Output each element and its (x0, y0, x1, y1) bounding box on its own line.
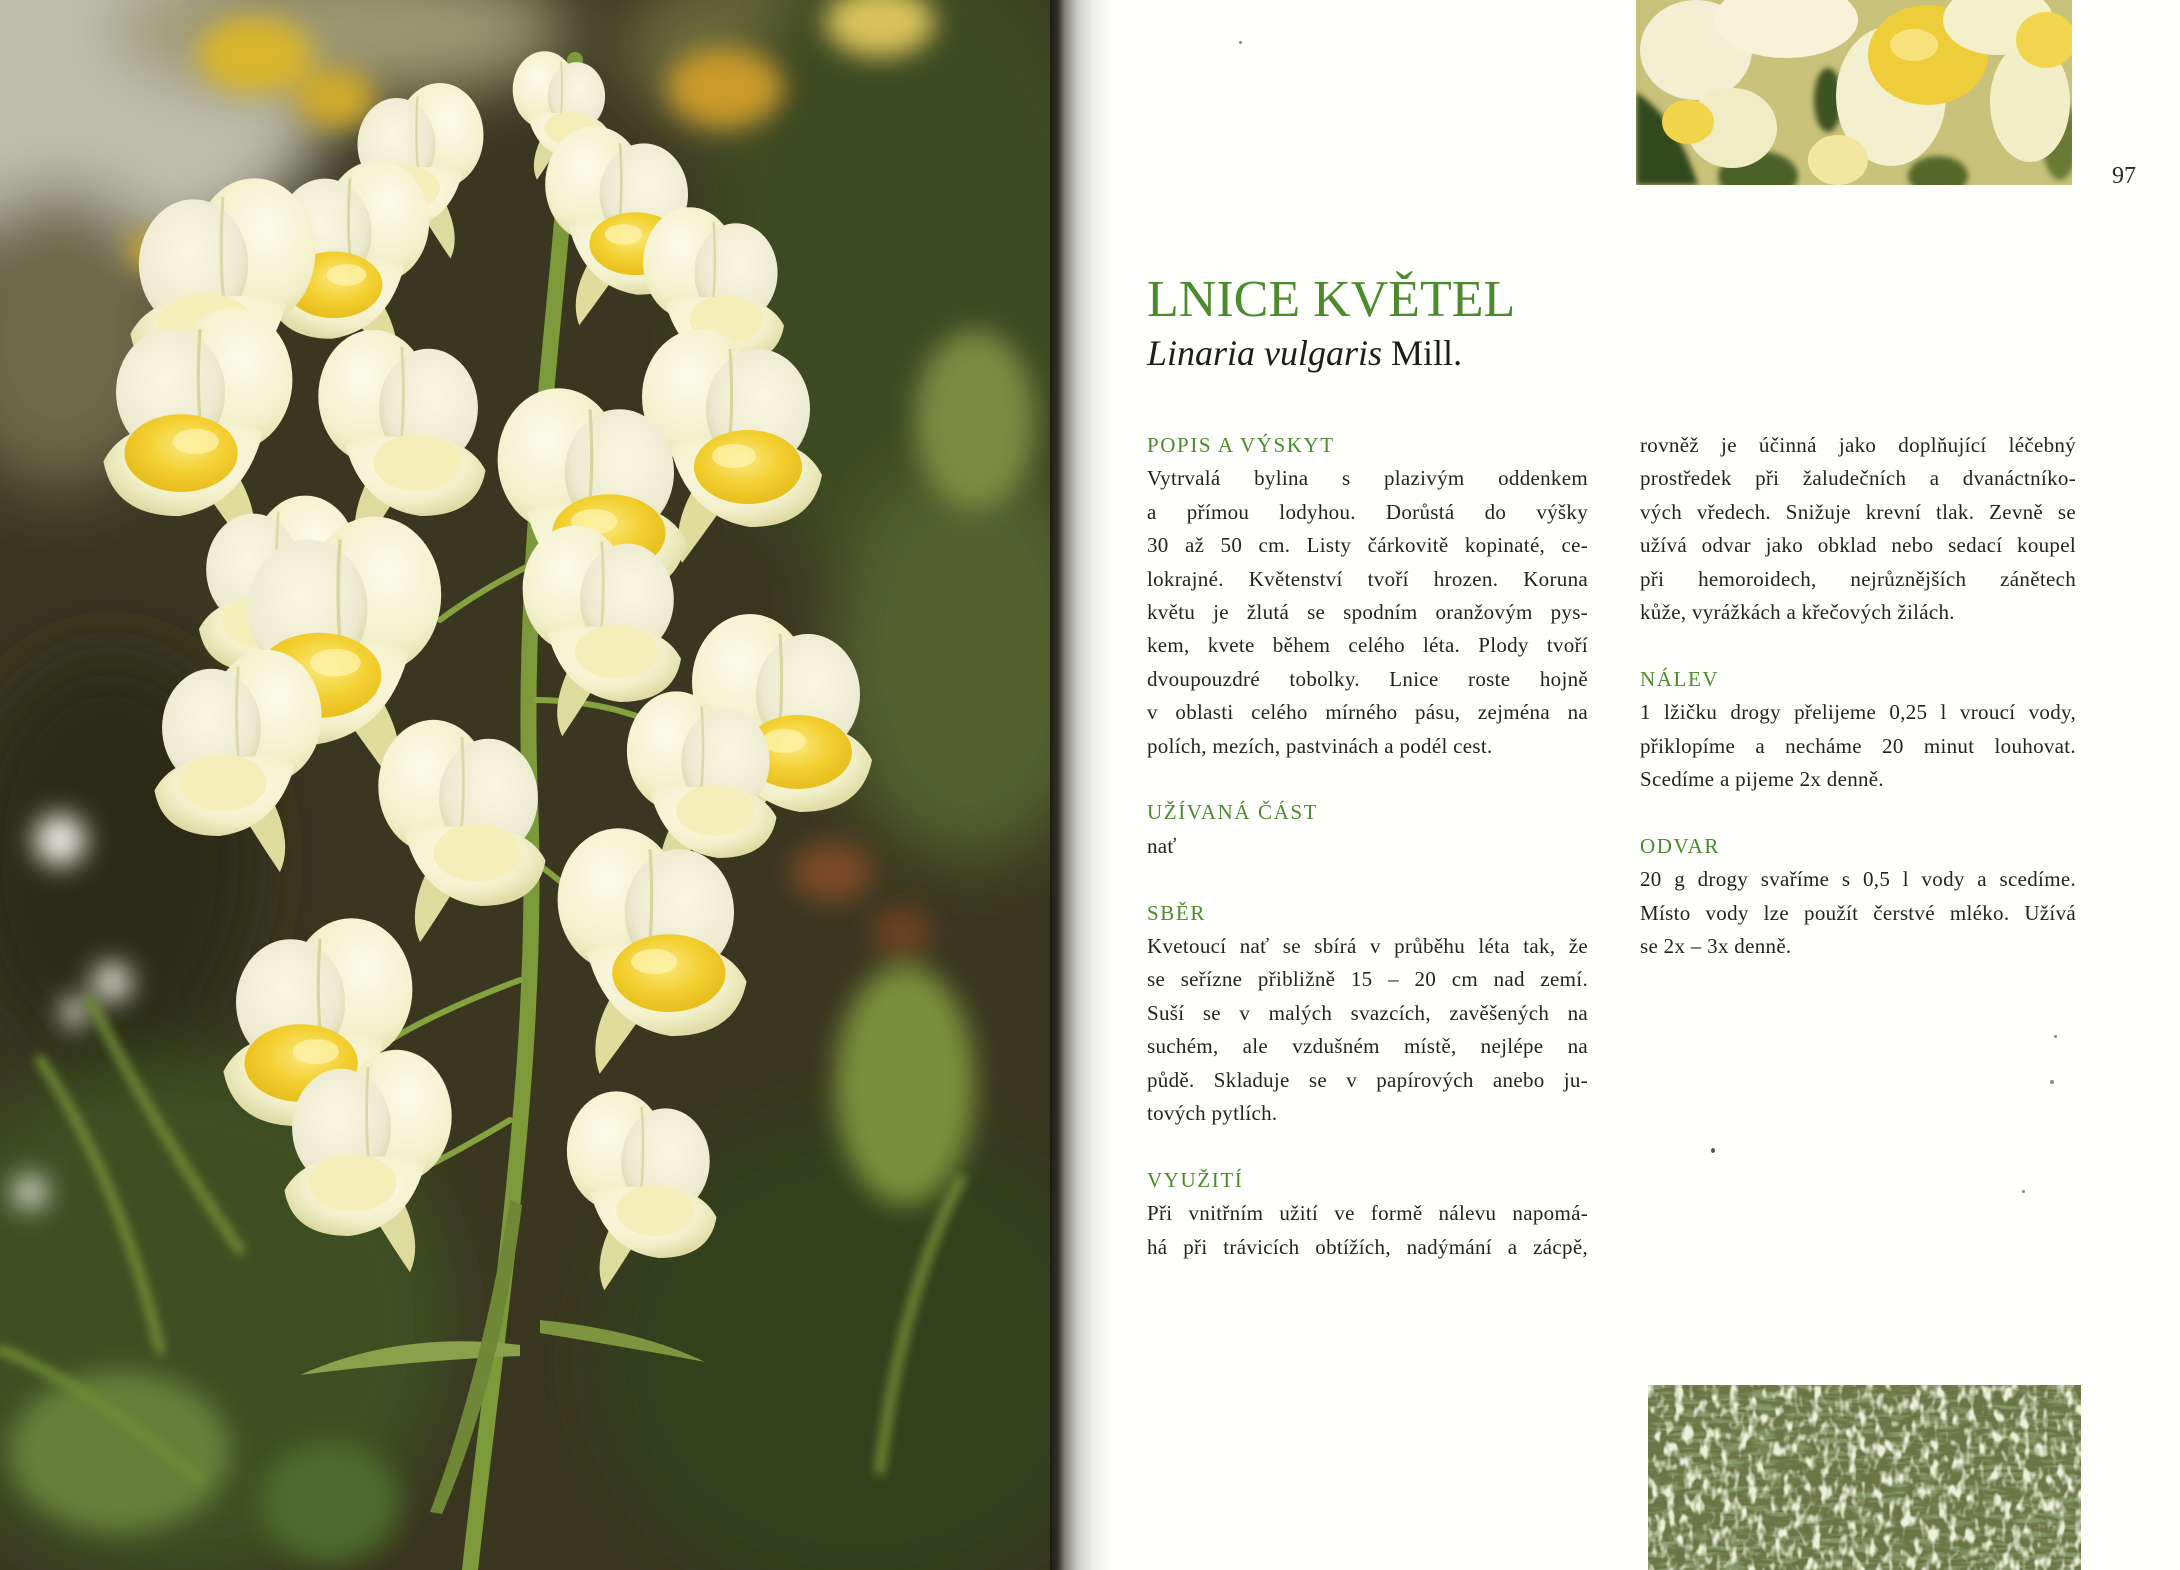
text-line: se seřízne přibližně 15 – 20 cm nad zemí. (1147, 967, 1588, 992)
flower-closeup-photo (1636, 0, 2072, 185)
latin-author: Mill. (1391, 333, 1463, 373)
right-text-column (1640, 429, 2076, 963)
section-decoction (1640, 830, 2076, 964)
text-line: há při trávicích obtížích, nadýmání a zácpě, (1147, 1234, 1588, 1259)
scan-speck (1711, 1148, 1715, 1153)
text-line: užívá odvar jako obklad nebo sedací koupel (1640, 533, 2076, 558)
plant-name-title: LNICE KVĚTEL (1147, 271, 1516, 328)
text-line: kůže, vyrážkách a křečových žilách. (1640, 600, 1955, 625)
meadow-plants-photo (1648, 1385, 2081, 1570)
text-line: 30 až 50 cm. Listy čárkovitě kopinaté, ce- (1147, 533, 1588, 558)
text-line: Kvetoucí nať se sbírá v průběhu léta tak, že (1147, 934, 1588, 959)
text-line: Suší se v malých svazcích, zavěšených na (1147, 1000, 1588, 1025)
section-heading: POPIS A VÝSKYT (1147, 433, 1335, 457)
text-line: Vytrvalá bylina s plazivým oddenkem (1147, 466, 1588, 491)
text-line: dvoupouzdré tobolky. Lnice roste hojně (1147, 666, 1588, 691)
text-line: 1 lžičku drogy přelijeme 0,25 l vroucí vody, (1640, 700, 2076, 725)
section-description-occurrence (1147, 429, 1588, 763)
section-used-part (1147, 796, 1588, 863)
text-line: polích, mezích, pastvinách a podél cest. (1147, 733, 1493, 758)
left-text-column (1147, 429, 1588, 1264)
text-line: přiklopíme a necháme 20 minut louhovat. (1640, 733, 2076, 758)
text-line: kem, kvete během celého léta. Plody tvoří (1147, 633, 1588, 658)
section-heading: VYUŽITÍ (1147, 1167, 1244, 1192)
page-number: 97 (2112, 163, 2136, 189)
text-line: Při vnitřním užití ve formě nálevu napomá- (1147, 1201, 1588, 1226)
section-heading: ODVAR (1640, 833, 1720, 858)
section-use-continuation (1640, 429, 2076, 629)
text-line: v oblasti celého mírného pásu, zejména na (1147, 700, 1588, 725)
text-line: 20 g drogy svaříme s 0,5 l vody a scedíme. (1640, 867, 2076, 892)
toadflax-flower-photo (0, 0, 1056, 1570)
text-line: lokrajné. Květenství tvoří hrozen. Koruna (1147, 566, 1588, 591)
scan-speck (1239, 41, 1242, 44)
text-line: se 2x – 3x denně. (1640, 934, 1792, 959)
section-heading: UŽÍVANÁ ČÁST (1147, 800, 1319, 825)
scan-speck (2022, 1190, 2025, 1193)
latin-name (1147, 335, 1462, 371)
scan-speck (2050, 1080, 2054, 1084)
scan-speck (2054, 1035, 2057, 1038)
text-line: květu je žlutá se spodním oranžovým pys- (1147, 600, 1588, 625)
text-line: rovněž je účinná jako doplňující léčebný (1640, 433, 2076, 457)
section-heading: NÁLEV (1640, 666, 1720, 691)
section-harvest (1147, 897, 1588, 1131)
section-heading: SBĚR (1147, 900, 1206, 925)
section-infusion (1640, 663, 2076, 797)
page-gutter-shadow (1050, 0, 1112, 1570)
text-line: půdě. Skladuje se v papírových anebo ju- (1147, 1067, 1588, 1092)
text-line: suchém, ale vzdušném místě, nejlépe na (1147, 1034, 1588, 1059)
text-line: prostředek při žaludečních a dvanáctníko- (1640, 466, 2076, 491)
text-line: Scedíme a pijeme 2x denně. (1640, 767, 1884, 792)
text-line: při hemoroidech, nejrůznějších zánětech (1640, 566, 2076, 591)
text-line: a přímou lodyhou. Dorůstá do výšky (1147, 499, 1588, 524)
text-line: vých vředech. Snižuje krevní tlak. Zevně se (1640, 499, 2076, 524)
text-line: tových pytlích. (1147, 1101, 1278, 1126)
section-use (1147, 1164, 1588, 1264)
text-line: nať (1147, 833, 1177, 858)
text-line: Místo vody lze použít čerstvé mléko. Užívá (1640, 900, 2076, 925)
latin-binomial: Linaria vulgaris (1147, 333, 1383, 373)
